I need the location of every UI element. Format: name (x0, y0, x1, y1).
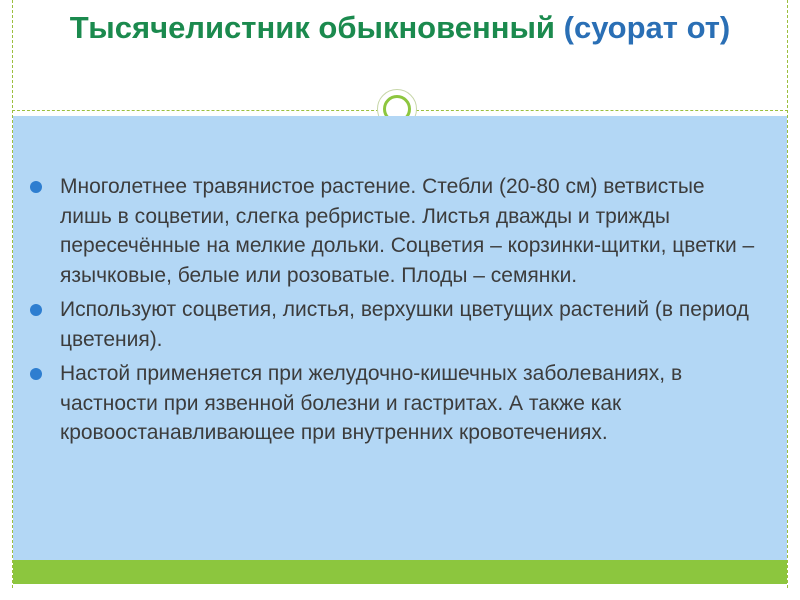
bullet-item (30, 295, 760, 354)
bullet-list (30, 172, 760, 453)
bullet-text: Используют соцветия, листья, верхушки цветущих растений (в период цветения). (60, 298, 749, 351)
footer-band (13, 560, 787, 584)
bullet-text: Многолетнее травянистое растение. Стебли (20-80 см) ветвистые лишь в соцветии, слегка ребристые. Листья дважды и трижды пересечённые на мелкие дольки. Соцветия – корзинки-щитки, цветки – язычковые, белые или розоватые. Плоды – семянки. (60, 175, 755, 287)
bullet-dot-icon (30, 368, 42, 380)
title-main: Тысячелистник обыкновенный (69, 10, 555, 45)
bullet-item (30, 359, 760, 448)
bullet-text: Настой применяется при желудочно-кишечных заболеваниях, в частности при язвенной болезни и гастритах. А также как кровоостанавливающее при внутренних кровотечениях. (60, 362, 683, 444)
bullet-dot-icon (30, 181, 42, 193)
slide-title (40, 4, 760, 52)
title-accent: (суорат от) (563, 10, 731, 45)
bullet-item (30, 172, 760, 290)
bullet-dot-icon (30, 304, 42, 316)
